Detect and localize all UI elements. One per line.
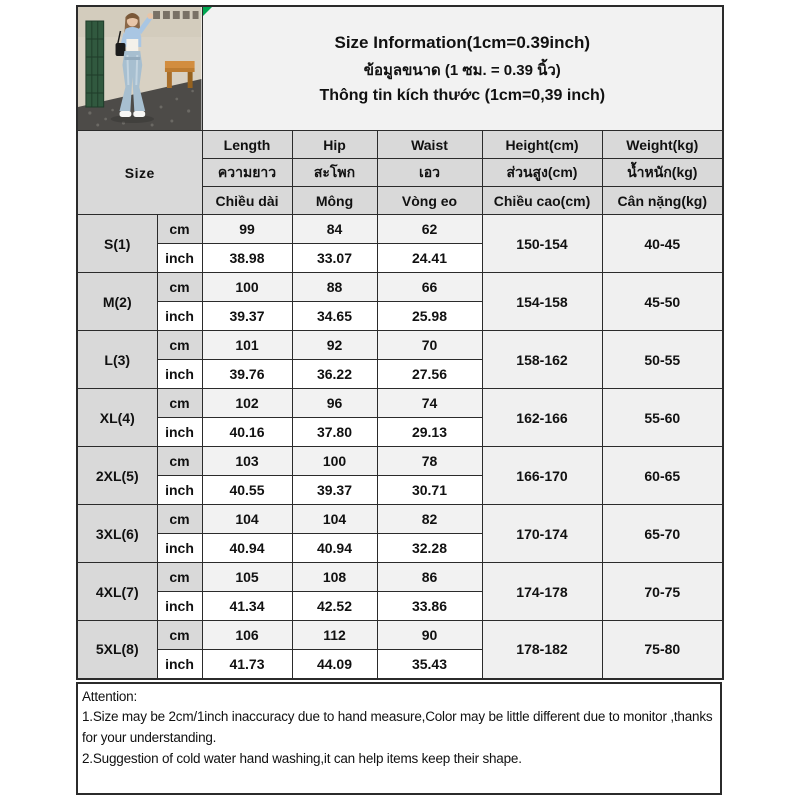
height-range: 178-182 bbox=[482, 621, 602, 679]
col-header-waist-vi: Vòng eo bbox=[377, 187, 482, 215]
length-cm: 104 bbox=[202, 505, 292, 534]
weight-range: 75-80 bbox=[602, 621, 723, 679]
table-row bbox=[77, 215, 723, 244]
col-header-height: Height(cm) bbox=[482, 131, 602, 159]
unit-label-cm: cm bbox=[157, 447, 202, 476]
col-header-length-vi: Chiều dài bbox=[202, 187, 292, 215]
waist-inch: 24.41 bbox=[377, 244, 482, 273]
waist-inch: 35.43 bbox=[377, 650, 482, 679]
hip-inch: 40.94 bbox=[292, 534, 377, 563]
unit-label-inch: inch bbox=[157, 650, 202, 679]
length-cm: 105 bbox=[202, 563, 292, 592]
waist-cm: 66 bbox=[377, 273, 482, 302]
table-row bbox=[77, 331, 723, 360]
size-chart-sheet bbox=[76, 5, 722, 795]
title-row bbox=[77, 6, 723, 131]
hip-inch: 33.07 bbox=[292, 244, 377, 273]
attention-notes bbox=[76, 682, 722, 795]
unit-label-cm: cm bbox=[157, 389, 202, 418]
hip-cm: 108 bbox=[292, 563, 377, 592]
weight-range: 70-75 bbox=[602, 563, 723, 621]
attention-note-1: 1.Size may be 2cm/1inch inaccuracy due to hand measure,Color may be little different due to monitor ,thanks for your understanding. bbox=[82, 709, 713, 746]
hip-inch: 39.37 bbox=[292, 476, 377, 505]
col-header-hip: Hip bbox=[292, 131, 377, 159]
unit-label-inch: inch bbox=[157, 244, 202, 273]
hip-inch: 44.09 bbox=[292, 650, 377, 679]
waist-inch: 33.86 bbox=[377, 592, 482, 621]
length-inch: 41.73 bbox=[202, 650, 292, 679]
model-photo bbox=[78, 7, 202, 130]
title-thai: ข้อมูลขนาด (1 ซม. = 0.39 นิ้ว) bbox=[363, 61, 561, 79]
model-photo-illustration bbox=[78, 7, 202, 130]
table-row bbox=[77, 621, 723, 650]
size-label: M(2) bbox=[77, 273, 157, 331]
title-english: Size Information(1cm=0.39inch) bbox=[334, 32, 591, 52]
unit-label-inch: inch bbox=[157, 418, 202, 447]
col-header-hip-th: สะโพก bbox=[292, 159, 377, 187]
size-label: 3XL(6) bbox=[77, 505, 157, 563]
weight-range: 65-70 bbox=[602, 505, 723, 563]
length-cm: 99 bbox=[202, 215, 292, 244]
window-shutter-icon bbox=[86, 21, 104, 107]
size-label: L(3) bbox=[77, 331, 157, 389]
attention-note-2: 2.Suggestion of cold water hand washing,it can help items keep their shape. bbox=[82, 751, 522, 767]
size-label: 2XL(5) bbox=[77, 447, 157, 505]
header-row-english bbox=[77, 131, 723, 159]
hip-cm: 96 bbox=[292, 389, 377, 418]
length-cm: 106 bbox=[202, 621, 292, 650]
waist-cm: 82 bbox=[377, 505, 482, 534]
height-range: 150-154 bbox=[482, 215, 602, 273]
hip-cm: 112 bbox=[292, 621, 377, 650]
height-range: 174-178 bbox=[482, 563, 602, 621]
size-table bbox=[76, 5, 724, 680]
hip-inch: 36.22 bbox=[292, 360, 377, 389]
weight-range: 60-65 bbox=[602, 447, 723, 505]
weight-range: 55-60 bbox=[602, 389, 723, 447]
col-header-hip-vi: Mông bbox=[292, 187, 377, 215]
hip-inch: 34.65 bbox=[292, 302, 377, 331]
hip-cm: 88 bbox=[292, 273, 377, 302]
title-vietnamese: Thông tin kích thước (1cm=0,39 inch) bbox=[319, 86, 606, 104]
length-cm: 101 bbox=[202, 331, 292, 360]
size-label: 4XL(7) bbox=[77, 563, 157, 621]
table-row bbox=[77, 505, 723, 534]
length-inch: 39.76 bbox=[202, 360, 292, 389]
length-cm: 102 bbox=[202, 389, 292, 418]
length-inch: 41.34 bbox=[202, 592, 292, 621]
waist-inch: 30.71 bbox=[377, 476, 482, 505]
table-row bbox=[77, 273, 723, 302]
table-row bbox=[77, 447, 723, 476]
length-cm: 100 bbox=[202, 273, 292, 302]
waist-cm: 70 bbox=[377, 331, 482, 360]
waist-cm: 74 bbox=[377, 389, 482, 418]
unit-label-cm: cm bbox=[157, 621, 202, 650]
col-header-length-th: ความยาว bbox=[202, 159, 292, 187]
weight-range: 40-45 bbox=[602, 215, 723, 273]
col-header-height-vi: Chiều cao(cm) bbox=[482, 187, 602, 215]
height-range: 166-170 bbox=[482, 447, 602, 505]
col-header-length: Length bbox=[202, 131, 292, 159]
hip-cm: 92 bbox=[292, 331, 377, 360]
size-label: XL(4) bbox=[77, 389, 157, 447]
unit-label-cm: cm bbox=[157, 215, 202, 244]
cell-flag-icon bbox=[203, 7, 212, 16]
length-inch: 40.55 bbox=[202, 476, 292, 505]
weight-range: 45-50 bbox=[602, 273, 723, 331]
waist-cm: 90 bbox=[377, 621, 482, 650]
waist-inch: 25.98 bbox=[377, 302, 482, 331]
waist-cm: 78 bbox=[377, 447, 482, 476]
hip-cm: 100 bbox=[292, 447, 377, 476]
col-header-waist-th: เอว bbox=[377, 159, 482, 187]
hip-cm: 104 bbox=[292, 505, 377, 534]
table-row bbox=[77, 563, 723, 592]
size-label: S(1) bbox=[77, 215, 157, 273]
unit-label-inch: inch bbox=[157, 302, 202, 331]
length-inch: 40.16 bbox=[202, 418, 292, 447]
unit-label-inch: inch bbox=[157, 476, 202, 505]
waist-inch: 29.13 bbox=[377, 418, 482, 447]
col-header-weight-th: น้ำหนัก(kg) bbox=[602, 159, 723, 187]
length-inch: 38.98 bbox=[202, 244, 292, 273]
height-range: 170-174 bbox=[482, 505, 602, 563]
col-header-weight: Weight(kg) bbox=[602, 131, 723, 159]
table-row bbox=[77, 389, 723, 418]
unit-label-cm: cm bbox=[157, 505, 202, 534]
unit-label-cm: cm bbox=[157, 273, 202, 302]
col-header-height-th: ส่วนสูง(cm) bbox=[482, 159, 602, 187]
size-header: Size bbox=[77, 131, 202, 215]
hip-inch: 42.52 bbox=[292, 592, 377, 621]
waist-inch: 32.28 bbox=[377, 534, 482, 563]
weight-range: 50-55 bbox=[602, 331, 723, 389]
col-header-weight-vi: Cân nặng(kg) bbox=[602, 187, 723, 215]
unit-label-inch: inch bbox=[157, 360, 202, 389]
hip-cm: 84 bbox=[292, 215, 377, 244]
unit-label-inch: inch bbox=[157, 534, 202, 563]
attention-heading: Attention: bbox=[82, 688, 138, 704]
waist-inch: 27.56 bbox=[377, 360, 482, 389]
unit-label-cm: cm bbox=[157, 331, 202, 360]
length-inch: 39.37 bbox=[202, 302, 292, 331]
waist-cm: 62 bbox=[377, 215, 482, 244]
unit-label-cm: cm bbox=[157, 563, 202, 592]
height-range: 158-162 bbox=[482, 331, 602, 389]
hip-inch: 37.80 bbox=[292, 418, 377, 447]
size-label: 5XL(8) bbox=[77, 621, 157, 679]
waist-cm: 86 bbox=[377, 563, 482, 592]
size-information-title-cell bbox=[202, 6, 723, 131]
length-inch: 40.94 bbox=[202, 534, 292, 563]
product-photo-cell bbox=[77, 6, 202, 131]
length-cm: 103 bbox=[202, 447, 292, 476]
height-range: 162-166 bbox=[482, 389, 602, 447]
height-range: 154-158 bbox=[482, 273, 602, 331]
col-header-waist: Waist bbox=[377, 131, 482, 159]
unit-label-inch: inch bbox=[157, 592, 202, 621]
